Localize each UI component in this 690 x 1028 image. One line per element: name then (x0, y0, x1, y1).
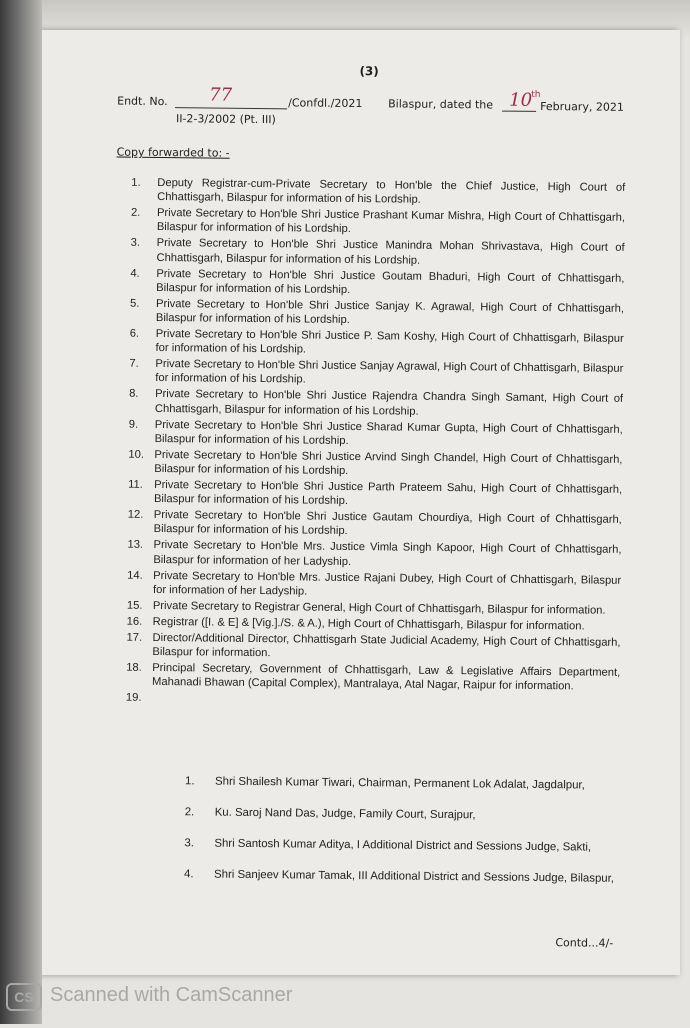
item-text: Registrar ([I. & E] & [Vig.]./S. & A.), High Court of Chhattisgarh, Bilaspur for information. (152, 615, 585, 633)
list-item (129, 387, 623, 421)
item-text: Shri Santosh Kumar Aditya, I Additional District and Sessions Judge, Sakti, (214, 837, 592, 854)
item-number: 2. (184, 806, 195, 819)
item-text: Ku. Saroj Nand Das, Judge, Family Court, Surajpur, (214, 806, 476, 822)
item-text: Shri Sanjeev Kumar Tamak, III Additional District and Sessions Judge, Bilaspur, (214, 868, 615, 885)
item-number: 15. (126, 599, 143, 612)
endorsement-number: 77 (209, 84, 233, 106)
item-number: 14. (127, 569, 143, 582)
item-text: Private Secretary to Hon'ble Shri Justice Rajendra Chandra Singh Samant, High Court of Chhattisgarh, Bilaspur for information of his Lordship. (154, 388, 624, 418)
list-item (127, 568, 621, 602)
sub-recipient-list (184, 774, 621, 903)
item-number: 4. (130, 267, 140, 280)
item-number: 11. (128, 478, 143, 491)
item-number: 3. (130, 237, 141, 250)
item-text: Private Secretary to Hon'ble Shri Justice Arvind Singh Chandel, High Court of Chhattisgarh, Bilaspur for information of his Lordship. (154, 448, 623, 478)
recipient-list (125, 176, 626, 705)
endorsement-suffix: /Confdl./2021 (288, 96, 363, 111)
item-number: 6. (129, 327, 140, 340)
item-text: Principal Secretary, Government of Chhattisgarh, Law & Legislative Affairs Department, Mahanadi Bhawan (Capital Complex), Mantralaya, Atal Nagar, Raipur for information. (152, 661, 621, 693)
item-number: 1. (131, 176, 141, 189)
item-number: 3. (184, 837, 194, 850)
list-item (184, 836, 620, 855)
item-number: 4. (184, 868, 194, 881)
item-text: Private Secretary to Hon'ble Mrs. Justice Rajani Dubey, High Court of Chhattisgarh, Bilaspur for information of her Ladyship. (152, 569, 622, 598)
item-number: 13. (127, 539, 144, 552)
list-item (128, 448, 622, 482)
endorsement-label: Endt. No. (117, 94, 168, 109)
item-text: Private Secretary to Registrar General, High Court of Chhattisgarh, Bilaspur for information. (152, 599, 606, 617)
endorsement-day-suffix: th (531, 89, 541, 100)
endorsement-day: 10 (509, 89, 533, 111)
item-text: Private Secretary to Hon'ble Shri Justice Sanjay K. Agrawal, High Court of Chhattisgarh, Bilaspur for information of his Lordship. (155, 297, 625, 327)
list-item (131, 176, 625, 210)
item-number: 18. (126, 661, 142, 674)
place-date-label: Bilaspur, dated the (388, 97, 494, 112)
list-item (130, 327, 624, 361)
list-item (129, 417, 623, 451)
item-text: Private Secretary to Hon'ble Mrs. Justice Vimla Singh Kapoor, High Court of Chhattisgarh, Bilaspur for information of her Ladyship. (153, 539, 622, 568)
item-number: 5. (129, 297, 140, 310)
item-text: Deputy Registrar-cum-Private Secretary to Hon'ble the Chief Justice, High Court of Chhattisgarh, Bilaspur for information of his Lordship. (157, 176, 626, 206)
list-item (185, 805, 621, 824)
file-reference: II-2-3/2002 (Pt. III) (175, 112, 276, 127)
endorsement-month-year: February, 2021 (540, 99, 624, 114)
camscanner-logo-icon: CS (6, 983, 42, 1011)
item-number: 2. (130, 206, 141, 219)
item-number: 19. (125, 691, 142, 705)
item-number: 16. (126, 615, 143, 628)
item-text: Private Secretary to Hon'ble Shri Justice Prashant Kumar Mishra, High Court of Chhattisgarh, Bilaspur for information of his Lordship. (156, 207, 626, 236)
list-item (129, 357, 623, 391)
list-item (130, 236, 624, 270)
item-text: Private Secretary to Hon'ble Shri Justice Parth Prateem Sahu, High Court of Chhattisgarh, Bilaspur for information of his Lordship. (153, 478, 623, 508)
item-number: 12. (127, 508, 144, 522)
number-underline (175, 107, 287, 109)
item-number: 10. (128, 448, 145, 461)
list-item (130, 266, 624, 300)
list-item (185, 774, 621, 793)
item-text: Private Secretary to Hon'ble Shri Justice Manindra Mohan Shrivastava, High Court of Chhattisgarh, Bilaspur for information of his Lordship. (156, 237, 625, 267)
item-number: 9. (128, 418, 139, 431)
list-item (184, 867, 620, 886)
list-item (131, 206, 625, 240)
item-text: Private Secretary to Hon'ble Shri Justice P. Sam Koshy, High Court of Chhattisgarh, Bilaspur for information of his Lordship. (155, 327, 624, 356)
camscanner-watermark (6, 983, 426, 1013)
item-number: 8. (129, 388, 139, 401)
item-text: Director/Additional Director, Chhattisgarh State Judicial Academy, High Court of Chhattisgarh, Bilaspur for information. (152, 631, 621, 660)
list-item (127, 538, 621, 572)
item-text: Private Secretary to Hon'ble Shri Justice Gautam Chourdiya, High Court of Chhattisgarh, Bilaspur for information of his Lordship. (153, 509, 622, 538)
item-text: Private Secretary to Hon'ble Shri Justice Sanjay Agrawal, High Court of Chhattisgarh, Bilaspur for information of his Lordship. (155, 358, 624, 386)
list-item (126, 661, 620, 695)
continued-note: Contd...4/- (555, 936, 614, 950)
item-text: Shri Shailesh Kumar Tiwari, Chairman, Permanent Lok Adalat, Jagdalpur, (214, 775, 585, 792)
list-item (128, 508, 622, 542)
copy-forwarded-heading: Copy forwarded to: - (116, 145, 230, 160)
item-text: Private Secretary to Hon'ble Shri Justice Sharad Kumar Gupta, High Court of Chhattisgarh, Bilaspur for information of his Lordship. (154, 418, 623, 447)
page-number: (3) (359, 64, 379, 79)
list-item (126, 631, 620, 665)
watermark-text: Scanned with CamScanner (50, 984, 293, 1006)
item-number: 1. (184, 775, 195, 788)
item-number: 7. (129, 357, 139, 370)
item-number: 17. (126, 631, 143, 644)
item-text: Private Secretary to Hon'ble Shri Justice Goutam Bhaduri, High Court of Chhattisgarh, Bilaspur for information of his Lordship. (156, 267, 625, 296)
list-item (130, 296, 624, 330)
list-item (128, 478, 622, 512)
